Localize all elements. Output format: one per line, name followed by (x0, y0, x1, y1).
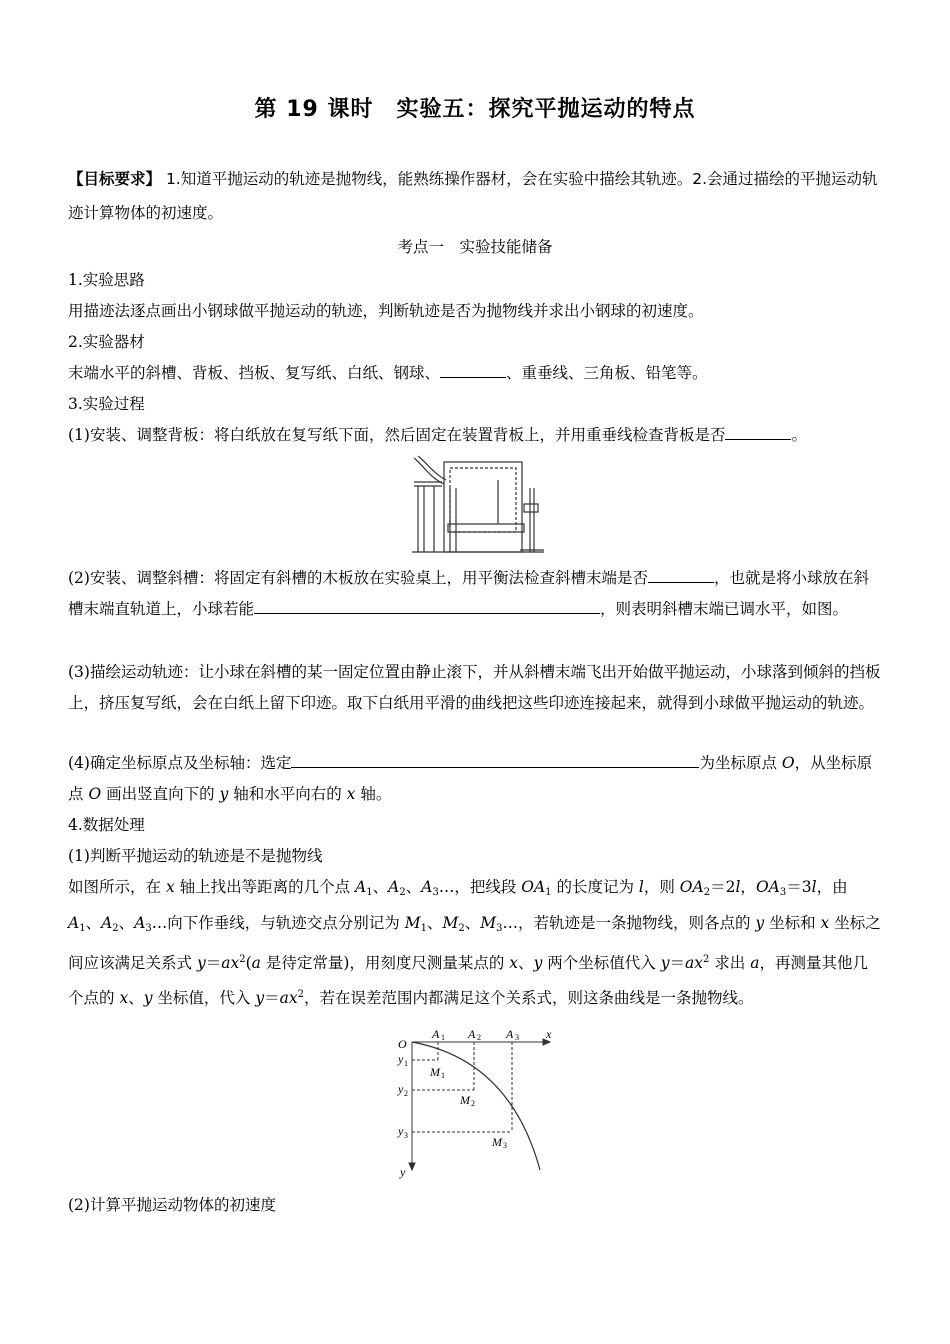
fig-y2: y (398, 1082, 404, 1096)
s1-heading: 1.实验思路 (68, 271, 145, 289)
s3-step4-a: (4)确定坐标原点及坐标轴：选定 (68, 754, 292, 772)
fig-M3: M (492, 1135, 502, 1149)
s3-step3: (3)描绘运动轨迹：让小球在斜槽的某一固定位置由静止滚下，并从斜槽末端飞出开始做平抛运动，小球落到倾斜的挡板上，挤压复写纸，会在白纸上留下印迹。取下白纸用平滑的曲线把这些印迹连接起来，就得到小球做平抛运动的轨迹。 (68, 663, 881, 712)
fig-y2-sub: 2 (404, 1089, 408, 1098)
s3-heading: 3.实验过程 (68, 395, 145, 413)
s3-step4-c: ，从坐标原点 (68, 754, 873, 803)
symbol-y: y (219, 785, 229, 803)
s3-step1-text: (1)安装、调整背板：将白纸放在复写纸下面，然后固定在装置背板上，并用重垂线检查背板是否 (68, 426, 726, 444)
fig-O: O (398, 1037, 407, 1051)
fig-A1-sub: 1 (441, 1033, 445, 1042)
fig-A1: A (432, 1030, 440, 1041)
s3-step4-e: 轴和水平向右的 (228, 785, 347, 803)
blank-equipment (440, 359, 506, 378)
s3-step4 (68, 748, 882, 810)
fig-M1-sub: 1 (441, 1071, 445, 1080)
learning-goals (68, 162, 882, 230)
s4-sub2: (2)计算平抛运动物体的初速度 (68, 1196, 276, 1214)
fig-A3: A (506, 1030, 514, 1041)
section-heading: 考点一 实验技能储备 (397, 238, 553, 256)
trajectory-figure (390, 1030, 562, 1180)
fig-y: y (400, 1165, 406, 1179)
s1-body: 用描迹法逐点画出小钢球做平抛运动的轨迹，判断轨迹是否为抛物线并求出小钢球的初速度。 (68, 302, 704, 320)
fig-y1: y (398, 1052, 404, 1066)
s3-step4-f: 轴。 (355, 785, 392, 803)
s4-sub1: (1)判断平抛运动的轨迹是不是抛物线 (68, 847, 323, 865)
s3-step1 (68, 420, 882, 451)
s4-paragraph: 如图所示，在 x 轴上找出等距离的几个点 $A_1$、$A_2$、$A_3\dots$，把线段 $OA_1$ 的长度记为 l，则 $OA_2=2l$，$OA_3=3l$，由 $A_1$、$A_2$、$A_3\dots$向下作垂线，与轨迹交点分别记为 $M_1$、$M_2$、$M_3\dots$，若轨迹是一条抛物线，则各点的 y 坐标和 x 坐标之间应该满足关系式 $y=ax^2(a$ 是待定常量)，用刻度尺测量某点的 x、y 两个坐标值代入 $y=ax^2$ 求出 a，再测量其他几个点的 x、y 坐标值，代入 $y=ax^2$，若在误差范围内都满足这个关系式，则这条曲线是一条抛物线。 (68, 878, 881, 1007)
fig-y3-sub: 3 (404, 1131, 408, 1140)
apparatus-figure (410, 454, 546, 554)
fig-y1-sub: 1 (404, 1059, 408, 1068)
s3-step1-end: 。 (791, 426, 807, 444)
s2-body-b: 、重垂线、三角板、铅笔等。 (506, 364, 708, 382)
s3-step2-b: ，也就是将小球放在斜槽末端直轨道上，小球若能 (68, 569, 869, 618)
fig-M2: M (460, 1093, 470, 1107)
symbol-O-2: O (88, 785, 102, 803)
blank-horizontal (648, 564, 714, 583)
s4-heading: 4.数据处理 (68, 816, 145, 834)
s2-body (68, 358, 882, 389)
s3-step4-d: 画出竖直向下的 (101, 785, 220, 803)
blank-origin (291, 749, 699, 768)
fig-M1: M (430, 1065, 440, 1079)
symbol-O: O (781, 754, 795, 772)
fig-y3: y (398, 1124, 404, 1138)
fig-x: x (546, 1030, 552, 1041)
fig-A2: A (468, 1030, 476, 1041)
fig-A2-sub: 2 (477, 1033, 481, 1042)
blank-backboard (725, 421, 791, 440)
page-title: 第 19 课时 实验五：探究平抛运动的特点 (254, 97, 696, 122)
blank-ball-state (254, 595, 600, 614)
fig-A3-sub: 3 (515, 1033, 519, 1042)
s3-step2-c: ，则表明斜槽末端已调水平，如图。 (600, 600, 849, 618)
fig-M2-sub: 2 (471, 1099, 475, 1108)
s3-step4-b: 为坐标原点 (699, 754, 782, 772)
s3-step2-a: (2)安装、调整斜槽：将固定有斜槽的木板放在实验桌上，用平衡法检查斜槽末端是否 (68, 569, 648, 587)
symbol-x: x (346, 785, 356, 803)
goals-tag: 【目标要求】 (68, 170, 162, 188)
s3-step2 (68, 563, 882, 625)
s2-body-a: 末端水平的斜槽、背板、挡板、复写纸、白纸、钢球、 (68, 364, 441, 382)
goals-text: 1.知道平抛运动的轨迹是抛物线，能熟练操作器材，会在实验中描绘其轨迹。2.会通过描绘的平抛运动轨迹计算物体的初速度。 (68, 170, 878, 222)
s2-heading: 2.实验器材 (68, 333, 145, 351)
fig-M3-sub: 3 (503, 1141, 507, 1150)
